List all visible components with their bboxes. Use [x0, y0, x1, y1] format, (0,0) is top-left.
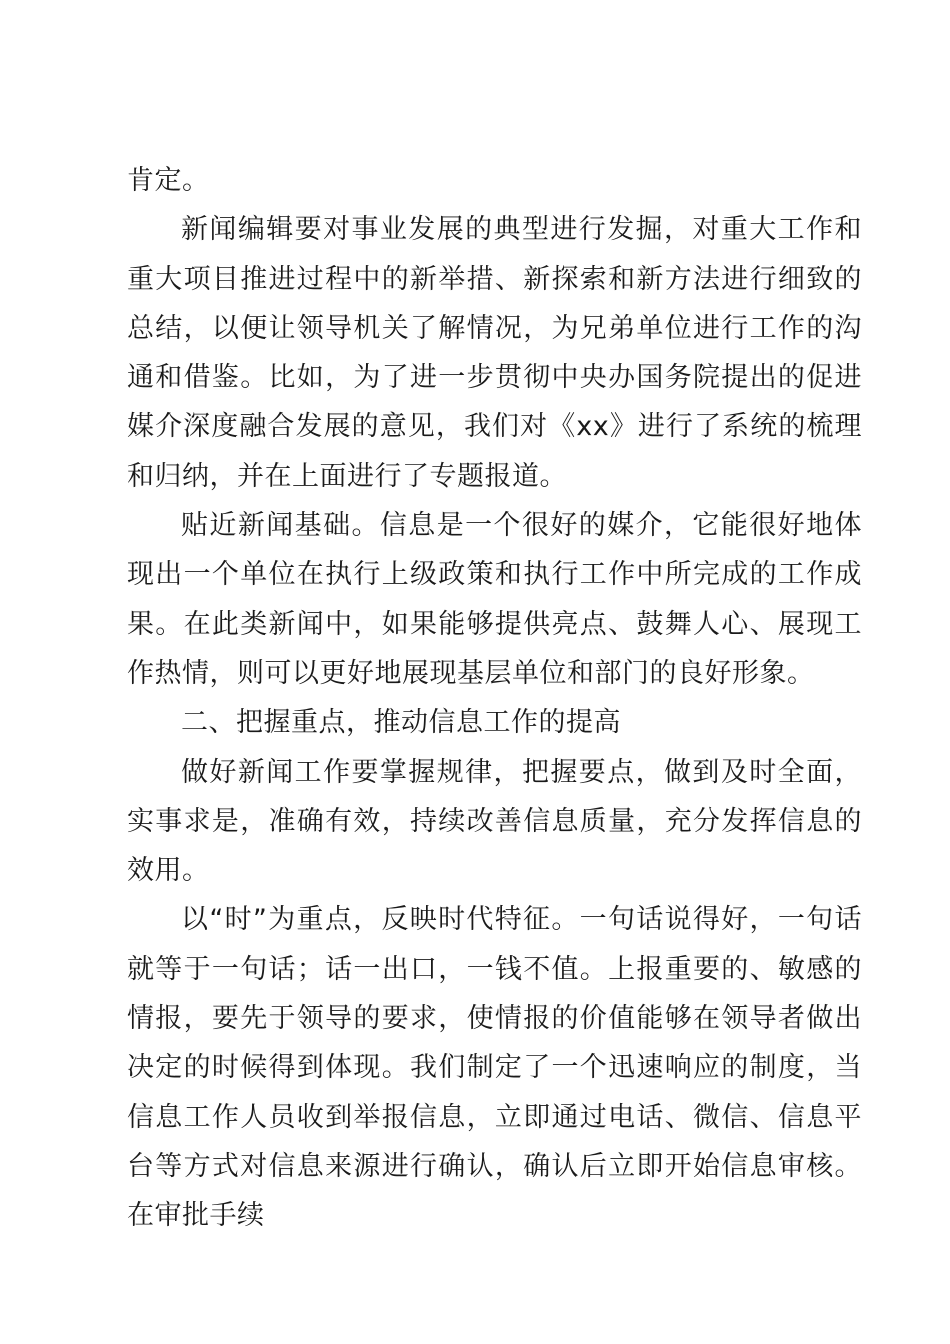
paragraph-news-editing: 新闻编辑要对事业发展的典型进行发掘，对重大工作和重大项目推进过程中的新举措、新探索和新方法进行细致的总结，以便让领导机关了解情况，为兄弟单位进行工作的沟通和借鉴。比如，为了进一步贯彻中央办国务院提出的促进媒介深度融合发展的意见，我们对《xx》进行了系统的梳理和归纳，并在上面进行了专题报道。 — [127, 214, 862, 492]
section-heading: 二、把握重点，推动信息工作的提高 — [181, 707, 621, 739]
paragraph-news-basis: 贴近新闻基础。信息是一个很好的媒介，它能很好地体现出一个单位在执行上级政策和执行工作中所完成的工作成果。在此类新闻中，如果能够提供亮点、鼓舞人心、展现工作热情，则可以更好地展现基层单位和部门的良好形象。 — [127, 510, 862, 689]
paragraph-news-work: 做好新闻工作要掌握规律，把握要点，做到及时全面，实事求是，准确有效，持续改善信息质量，充分发挥信息的效用。 — [127, 756, 862, 887]
body-text — [127, 156, 862, 1241]
paragraph-timeliness: 以“时”为重点，反映时代特征。一句话说得好，一句话就等于一句话；话一出口，一钱不值。上报重要的、敏感的情报，要先于领导的要求，使情报的价值能够在领导者做出决定的时候得到体现。我们制定了一个迅速响应的制度，当信息工作人员收到举报信息，立即通过电话、微信、信息平台等方式对信息来源进行确认，确认后立即开始信息审核。在审批手续 — [127, 904, 862, 1232]
paragraph-continuation: 肯定。 — [127, 165, 210, 196]
